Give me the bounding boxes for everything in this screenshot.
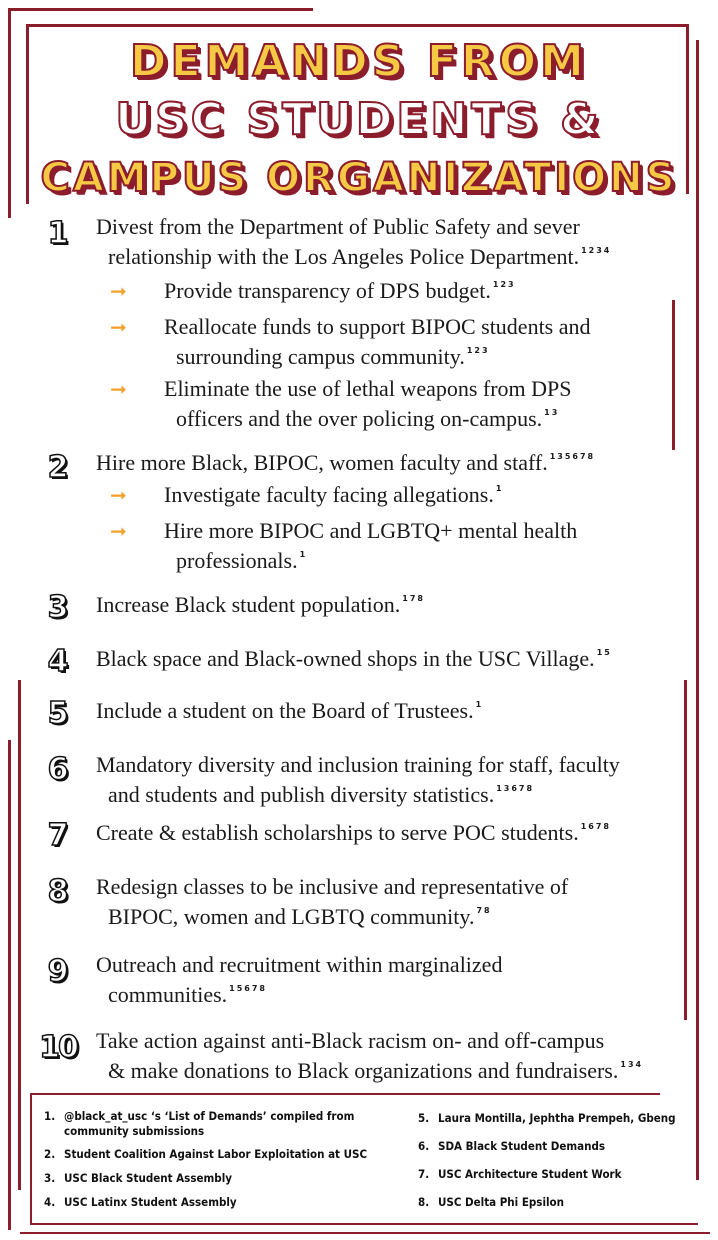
demand-6-refs: 13678 xyxy=(496,784,535,793)
frame-footer-left xyxy=(30,1093,32,1225)
footnote-5-number: 5. xyxy=(418,1111,430,1125)
demand-2-refs: 135678 xyxy=(549,452,596,461)
title-line-1: DEMANDS FROM xyxy=(130,36,588,87)
arrow-right-icon: ➞ xyxy=(110,483,127,507)
frame-right-outer xyxy=(696,40,699,1180)
demand-7 xyxy=(96,818,696,848)
footnote-6 xyxy=(418,1139,688,1154)
demand-9-line-2: communities. xyxy=(108,982,228,1007)
demand-1-sub-2-line-2: surrounding campus community. xyxy=(176,344,465,369)
frame-footer-bottom xyxy=(30,1223,698,1225)
footnote-4-text: USC Latinx Student Assembly xyxy=(64,1195,237,1209)
demand-1-sub-1-text: Provide transparency of DPS budget. xyxy=(164,278,491,303)
demand-4-refs: 15 xyxy=(596,648,612,657)
demand-1-sub-3-refs: 13 xyxy=(544,408,560,417)
demand-2-sub-2-refs: 1 xyxy=(299,550,308,559)
frame-left-lower xyxy=(8,740,11,1230)
demand-8-refs: 78 xyxy=(476,906,492,915)
footnote-1 xyxy=(44,1109,384,1139)
footnote-7-text: USC Architecture Student Work xyxy=(438,1167,622,1181)
demand-number-2: 2 xyxy=(47,450,69,485)
demand-2 xyxy=(96,448,696,478)
footnote-2 xyxy=(44,1147,384,1162)
footnote-1-text: @black_at_usc ‘s ‘List of Demands’ compiled from xyxy=(64,1109,355,1123)
demand-1-refs: 1234 xyxy=(581,246,612,255)
frame-bottom-outer xyxy=(20,1232,710,1234)
demand-4 xyxy=(96,644,696,674)
demand-number-7: 7 xyxy=(47,818,69,853)
demand-1-sub-2-refs: 123 xyxy=(466,346,490,355)
footnote-7-number: 7. xyxy=(418,1167,430,1181)
demand-5 xyxy=(96,696,696,726)
footnote-8-text: USC Delta Phi Epsilon xyxy=(438,1195,565,1209)
arrow-right-icon: ➞ xyxy=(110,315,127,339)
demand-10-refs: 134 xyxy=(620,1060,644,1069)
arrow-right-icon: ➞ xyxy=(110,279,127,303)
demand-2-sub-1-text: Investigate faculty facing allegations. xyxy=(164,482,494,507)
demand-number-6: 6 xyxy=(47,752,69,787)
arrow-right-icon: ➞ xyxy=(110,519,127,543)
footnote-4 xyxy=(44,1195,384,1210)
footnote-5 xyxy=(418,1111,688,1126)
demand-number-5: 5 xyxy=(47,696,69,731)
demand-1-sub-3-line-1: Eliminate the use of lethal weapons from DPS xyxy=(164,376,572,401)
demand-10-line-2: & make donations to Black organizations and fundraisers. xyxy=(108,1058,619,1083)
frame-top-inner xyxy=(26,24,686,27)
demand-2-sub-1-refs: 1 xyxy=(495,484,504,493)
demand-1 xyxy=(96,212,696,272)
demand-3 xyxy=(96,590,696,620)
footnote-6-text: SDA Black Student Demands xyxy=(438,1139,606,1153)
demand-5-refs: 1 xyxy=(475,700,484,709)
title-line-3: CAMPUS ORGANIZATIONS xyxy=(40,155,678,201)
footnote-8 xyxy=(418,1195,688,1210)
demand-7-refs: 1678 xyxy=(580,822,611,831)
demand-8-line-2: BIPOC, women and LGBTQ community. xyxy=(108,904,475,929)
demand-9 xyxy=(96,950,696,1010)
demand-5-line-1: Include a student on the Board of Trustees. xyxy=(96,698,474,723)
footnote-4-number: 4. xyxy=(44,1195,56,1209)
footnote-3-number: 3. xyxy=(44,1171,56,1185)
demand-1-line-1: Divest from the Department of Public Safety and sever xyxy=(96,214,580,239)
demand-9-refs: 15678 xyxy=(229,984,267,993)
frame-left-mid xyxy=(18,680,21,1190)
title-line-2: USC STUDENTS & xyxy=(115,94,603,145)
footnote-5-text: Laura Montilla, Jephtha Prempeh, Gbeng xyxy=(438,1111,676,1125)
demand-9-line-1: Outreach and recruitment within marginalized xyxy=(96,952,503,977)
footnote-3-text: USC Black Student Assembly xyxy=(64,1171,232,1185)
frame-top-outer xyxy=(8,8,313,11)
demand-6-line-2: and students and publish diversity statistics. xyxy=(108,782,495,807)
demand-number-4: 4 xyxy=(47,644,69,679)
demand-1-sub-2-line-1: Reallocate funds to support BIPOC students and xyxy=(164,314,591,339)
footnote-2-text: Student Coalition Against Labor Exploitation at USC xyxy=(64,1147,368,1161)
demand-8-line-1: Redesign classes to be inclusive and representative of xyxy=(96,874,569,899)
demand-number-9: 9 xyxy=(47,954,69,989)
demand-3-line-1: Increase Black student population. xyxy=(96,592,401,617)
footnote-1-text-2: community submissions xyxy=(64,1124,205,1138)
demand-6 xyxy=(96,750,696,810)
demand-10-line-1: Take action against anti-Black racism on- and off-campus xyxy=(96,1028,605,1053)
demand-1-sub-1-refs: 123 xyxy=(492,280,516,289)
footnote-7 xyxy=(418,1167,688,1182)
demand-6-line-1: Mandatory diversity and inclusion training for staff, faculty xyxy=(96,752,620,777)
demand-1-line-2: relationship with the Los Angeles Police Department. xyxy=(108,244,580,269)
footnote-2-number: 2. xyxy=(44,1147,56,1161)
demand-number-10: 10 xyxy=(39,1030,77,1065)
footnote-3 xyxy=(44,1171,384,1186)
demand-2-line-1: Hire more Black, BIPOC, women faculty and staff. xyxy=(96,450,548,475)
demand-2-sub-2-line-2: professionals. xyxy=(176,548,298,573)
demand-8 xyxy=(96,872,696,932)
demand-number-1: 1 xyxy=(47,216,69,251)
demand-2-sub-2-line-1: Hire more BIPOC and LGBTQ+ mental health xyxy=(164,518,578,543)
demand-number-8: 8 xyxy=(47,874,69,909)
arrow-right-icon: ➞ xyxy=(110,377,127,401)
demand-3-refs: 178 xyxy=(402,594,425,603)
demand-1-sub-3-line-2: officers and the over policing on-campus. xyxy=(176,406,543,431)
frame-footer-top xyxy=(30,1093,660,1095)
demand-7-line-1: Create & establish scholarships to serve POC students. xyxy=(96,820,579,845)
footnote-6-number: 6. xyxy=(418,1139,430,1153)
footnote-1-number: 1. xyxy=(44,1109,56,1123)
demand-number-3: 3 xyxy=(47,590,69,625)
footnote-8-number: 8. xyxy=(418,1195,430,1209)
demand-4-line-1: Black space and Black-owned shops in the USC Village. xyxy=(96,646,595,671)
demand-10 xyxy=(96,1026,696,1086)
